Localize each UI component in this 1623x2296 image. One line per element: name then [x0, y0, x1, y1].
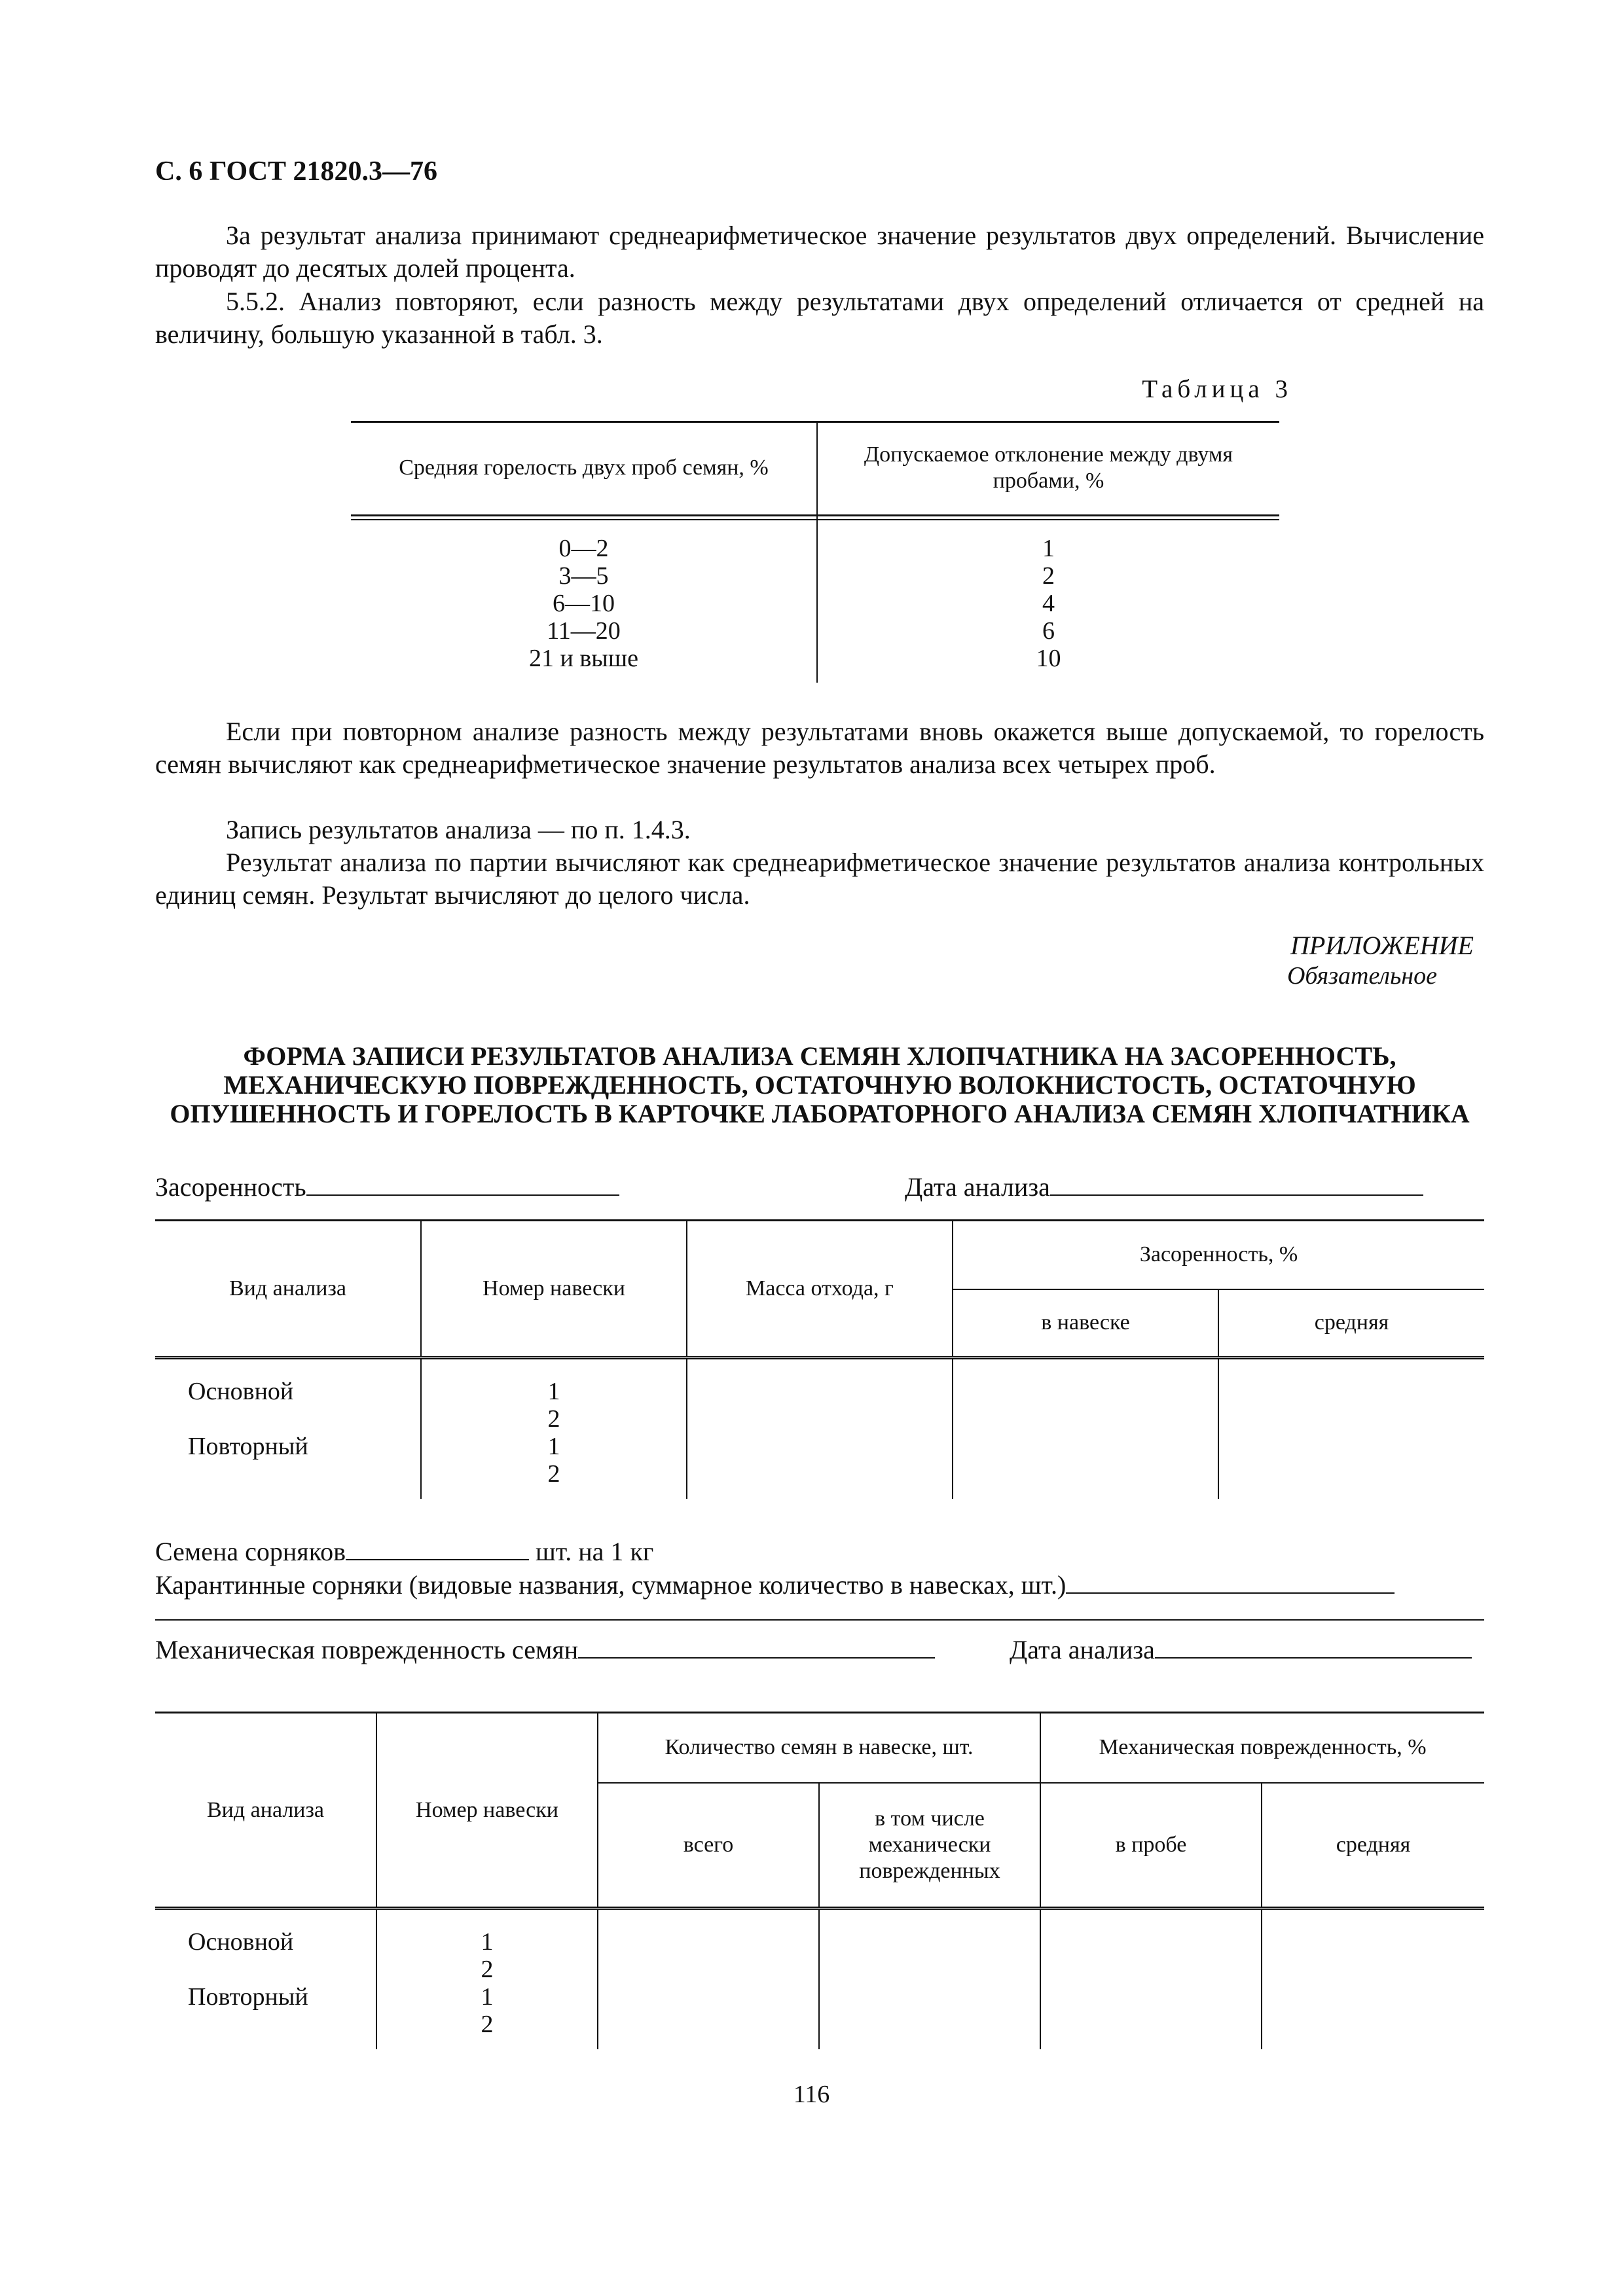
header-analysis-type-2: Вид анализа — [155, 1713, 376, 1909]
analysis-date-label-2: Дата анализа — [1010, 1635, 1155, 1664]
header-sample-number: Номер навески — [421, 1221, 687, 1358]
mech-damage-blank[interactable] — [578, 1631, 935, 1659]
header-analysis-type: Вид анализа — [155, 1221, 421, 1358]
paragraph-record: Запись результатов анализа — по п. 1.4.3. — [226, 815, 691, 844]
table3-col1-values — [351, 535, 816, 672]
table3-header-rule — [351, 514, 1279, 516]
table3-cell: 6—10 — [553, 590, 615, 617]
row-labels-cell — [155, 1358, 421, 1499]
form-title: ФОРМА ЗАПИСИ РЕЗУЛЬТАТОВ АНАЛИЗА СЕМЯН ХЛОПЧАТНИКА НА ЗАСОРЕННОСТЬ, МЕХАНИЧЕСКУЮ ПОВРЕЖДЕННОСТЬ, ОСТАТОЧНУЮ ВОЛОКНИСТОСТЬ, ОСТАТОЧНУЮ ОПУШЕННОСТЬ И ГОРЕЛОСТЬ В КАРТОЧКЕ ЛАБОРАТОРНОГО АНАЛИЗА СЕМЯН ХЛОПЧАТНИКА — [170, 1041, 1470, 1128]
analysis-date-field-1 — [905, 1168, 1423, 1202]
table3-col2-header: Допускаемое отклонение между двумя пробами, % — [864, 442, 1233, 493]
table3-cell: 4 — [1042, 590, 1055, 617]
paragraph-batch-result: Результат анализа по партии вычисляют как среднеарифметическое значение результатов анализа контрольных единиц семян. Результат вычисляют до целого числа. — [155, 848, 1484, 910]
average-cell[interactable] — [1218, 1358, 1484, 1499]
sample-number: 1 — [547, 1433, 560, 1460]
total-cell[interactable] — [598, 1909, 819, 2049]
sample-numbers-cell — [421, 1358, 687, 1499]
analysis-date-label-1: Дата анализа — [905, 1172, 1050, 1202]
analysis-date-blank-2[interactable] — [1155, 1631, 1472, 1659]
sample-number: 1 — [547, 1378, 560, 1405]
table3-cell: 11—20 — [547, 617, 621, 645]
table3-cell: 2 — [1042, 562, 1055, 590]
table3-cell: 3—5 — [558, 562, 609, 590]
table3-col1-header: Средняя горелость двух проб семян, % — [399, 455, 769, 480]
sample-number: 2 — [481, 2011, 494, 2038]
in-probe-cell[interactable] — [1040, 1909, 1262, 2049]
mechanical-damage-table — [155, 1712, 1484, 2049]
contamination-table — [155, 1219, 1484, 1499]
header-average: средняя — [1218, 1289, 1484, 1358]
header-contamination-group: Засоренность, % — [953, 1221, 1484, 1289]
page-number: 116 — [793, 2081, 830, 2108]
appendix-title: ПРИЛОЖЕНИЕ — [1290, 931, 1474, 960]
sample-number: 1 — [481, 1928, 494, 1956]
table3-label: Таблица 3 — [1142, 375, 1292, 403]
header-mech-damage-group: Механическая поврежденность, % — [1040, 1713, 1484, 1783]
header-mech-damaged: в том числе механически поврежденных — [819, 1783, 1040, 1909]
mech-damage-label: Механическая поврежденность семян — [155, 1635, 579, 1664]
sample-numbers-cell-2 — [376, 1909, 598, 2049]
table3-cell: 0—2 — [558, 535, 609, 562]
table3-cell: 6 — [1042, 617, 1055, 645]
average-cell-2[interactable] — [1262, 1909, 1484, 2049]
header-seed-count-group: Количество семян в навеске, шт. — [598, 1713, 1040, 1783]
appendix-heading — [1287, 931, 1474, 991]
quarantine-label: Карантинные сорняки (видовые названия, суммарное количество в навесках, шт.) — [155, 1570, 1067, 1600]
header-waste-mass: Масса отхода, г — [687, 1221, 953, 1358]
paragraph-result-average: За результат анализа принимают среднеарифметическое значение результатов двух определений. Вычисление проводят до десятых долей процента. — [155, 221, 1484, 283]
contamination-blank[interactable] — [306, 1168, 619, 1196]
row-main-label: Основной — [188, 1378, 294, 1405]
quarantine-field — [155, 1566, 1395, 1600]
table3-cell: 10 — [1036, 645, 1061, 672]
weed-seeds-unit: шт. на 1 кг — [536, 1537, 654, 1566]
header-in-probe: в пробе — [1040, 1783, 1262, 1909]
analysis-date-field-2 — [1010, 1631, 1472, 1665]
contamination-label: Засоренность — [155, 1172, 306, 1202]
sample-number: 2 — [481, 1956, 494, 1983]
header-in-sample: в навеске — [953, 1289, 1218, 1358]
in-sample-cell[interactable] — [953, 1358, 1218, 1499]
appendix-subtitle: Обязательное — [1286, 962, 1437, 990]
header-average-2: средняя — [1262, 1783, 1484, 1909]
table3-cell: 21 и выше — [529, 645, 638, 672]
mech-damage-field — [155, 1631, 935, 1665]
sample-number: 2 — [547, 1460, 560, 1488]
weed-seeds-blank[interactable] — [346, 1533, 529, 1560]
row-main-label-2: Основной — [188, 1928, 294, 1956]
header-sample-number-2: Номер навески — [376, 1713, 598, 1909]
quarantine-blank-line-2[interactable] — [155, 1619, 1484, 1621]
paragraph-repeat-analysis: Если при повторном анализе разность между результатами вновь окажется выше допускаемой, то горелость семян вычисляют как среднеарифметическое значение результатов анализа всех четырех проб. — [155, 717, 1484, 779]
sample-number: 1 — [481, 1983, 494, 2011]
weed-seeds-field — [155, 1533, 653, 1567]
paragraph-5-5-2: 5.5.2. Анализ повторяют, если разность между результатами двух определений отличается от средней на величину, большую указанной в табл. 3. — [155, 287, 1484, 349]
sample-number: 2 — [547, 1405, 560, 1433]
analysis-date-blank-1[interactable] — [1050, 1168, 1423, 1196]
row-labels-cell-2 — [155, 1909, 376, 2049]
table3-cell: 1 — [1042, 535, 1055, 562]
quarantine-blank[interactable] — [1066, 1566, 1395, 1594]
row-repeat-label: Повторный — [188, 1433, 308, 1460]
weed-seeds-label: Семена сорняков — [155, 1537, 346, 1566]
contamination-field — [155, 1168, 619, 1202]
table3-header-rule-2 — [351, 519, 1279, 520]
table3-col2-values — [818, 535, 1279, 672]
header-total: всего — [598, 1783, 819, 1909]
page-header: С. 6 ГОСТ 21820.3—76 — [155, 156, 438, 187]
row-repeat-label-2: Повторный — [188, 1983, 308, 2011]
mech-damaged-cell[interactable] — [819, 1909, 1040, 2049]
waste-mass-cell[interactable] — [687, 1358, 953, 1499]
